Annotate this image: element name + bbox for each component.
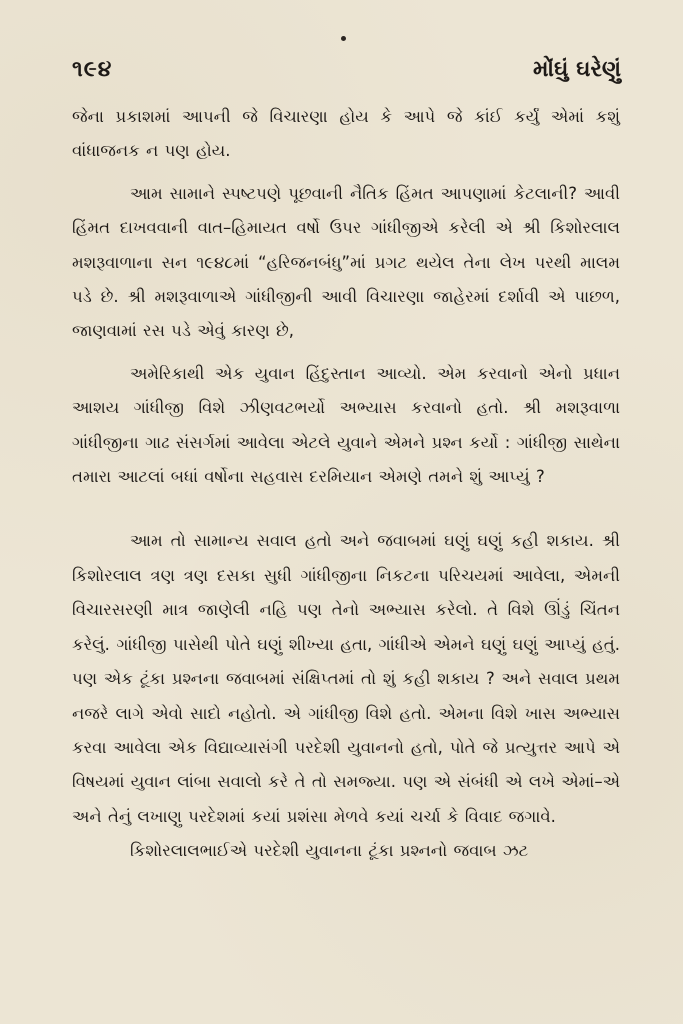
paragraph-continuation: જેના પ્રકાશમાં આપની જે વિચારણા હોય કે આપે જે કાંઈ કર્યું એમાં કશું વાંધાજનક ન પણ હોય. (72, 107, 620, 161)
paragraph-american-youth: અમેરિકાથી એક યુવાન હિંદુસ્તાન આવ્યો. એમ કરવાનો એનો પ્રધાન આશય ગાંધીજી વિશે ઝીણવટભર્યો અભ્યાસ કરવાનો હતો. શ્રી મશરૂવાળા ગાંધીજીના ગાઢ સંસર્ગમાં આવેલા એટલે યુવાને એમને પ્રશ્ન કર્યો : ગાંધીજી સાથેના તમારા આટલાં બધાં વર્ષોના સહવાસ દરમિયાન એમણે તમને શું આપ્યું ? (72, 363, 620, 487)
paragraph-answer-discussion: આમ તો સામાન્ય સવાલ હતો અને જવાબમાં ઘણું ઘણું કહી શકાય. શ્રી કિશોરલાલ ત્રણ ત્રણ દસકા સુધી ગાંધીજીના નિકટના પરિચયમાં આવેલા, એમની વિચારસરણી માત્ર જાણેલી નહિ પણ તેનો અભ્યાસ કરેલો. તે વિશે ઊંડું ચિંતન કરેલું. ગાંધીજી પાસેથી પોતે ઘણું શીખ્યા હતા, ગાંધીએ એમને ઘણું ઘણું આપ્યું હતું. પણ એક ટૂંકા પ્રશ્નના જવાબમાં સંક્ષિપ્તમાં તો શું કહી શકાય ? અને સવાલ પ્રથમ નજરે લાગે એવો સાદો નહોતો. એ ગાંધીજી વિશે હતો. એમના વિશે ખાસ અભ્યાસ કરવા આવેલા એક વિદ્યાવ્યાસંગી પરદેશી યુવાનનો હતો, પોતે જે પ્રત્યુત્તર આપે એ વિષયમાં યુવાન લાંબા સવાલો કરે તે તો સમજ્યા. પણ એ સંબંધી એ લખે એમાં–એ અને તેનું લખાણુ પરદેશમાં કયાં પ્રશંસા મેળવે કયાં ચર્ચા કે વિવાદ જગાવે. (72, 531, 620, 826)
running-title: મોંઘું ઘરેણું (533, 56, 621, 82)
page-number: ૧૯૪ (72, 56, 113, 82)
top-dot-mark (341, 36, 346, 41)
paragraph-moral-courage: આમ સામાને સ્પષ્ટપણે પૂછવાની નૈતિક હિંમત આપણામાં કેટલાની? આવી હિંમત દાખવવાની વાત–હિમાયત વર્ષો ઉપર ગાંધીજીએ કરેલી એ શ્રી કિશોરલાલ મશરૂવાળાના સન ૧૯૪૮માં “હરિજનબંધુ”માં પ્રગટ થયેલ તેના લેખ પરથી માલમ પડે છે. શ્રી મશરૂવાળાએ ગાંધીજીની આવી વિચારણા જાહેરમાં દર્શાવી એ પાછળ, જાણવામાં રસ પડે એવું કારણ છે, (72, 183, 620, 341)
body-text (72, 100, 620, 869)
paragraph-kishorlal-reply: કિશોરલાલભાઈએ પરદેશી યુવાનના ટૂંકા પ્રશ્નનો જવાબ ઝટ (130, 841, 529, 861)
page-header (72, 50, 621, 88)
